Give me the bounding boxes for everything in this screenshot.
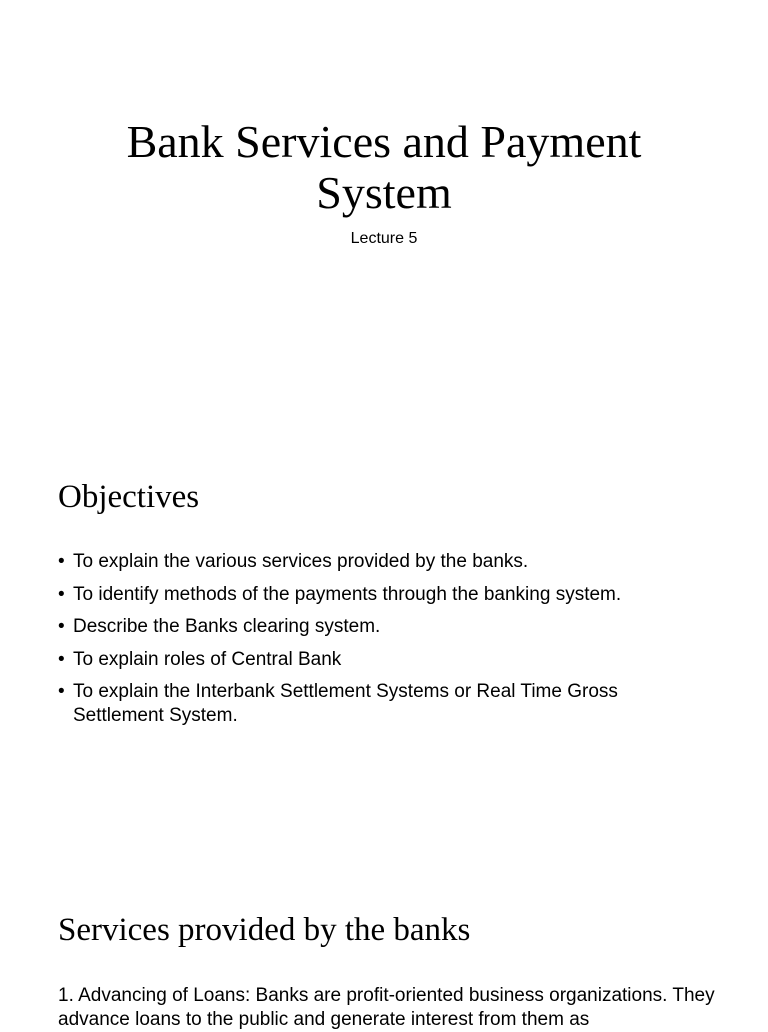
objectives-slide: [0, 432, 768, 864]
objective-text: To explain the various services provided by the banks.: [73, 551, 529, 572]
objectives-heading: Objectives: [58, 479, 200, 515]
objective-text: To identify methods of the payments through the banking system.: [73, 583, 622, 605]
bullet-icon: •: [58, 583, 65, 605]
objective-item: [58, 680, 708, 728]
objective-item: [58, 583, 708, 607]
objective-text: To explain the Interbank Settlement Systems or Real Time Gross Settlement System.: [73, 681, 618, 726]
title-slide: [0, 0, 768, 432]
objective-item: [58, 648, 708, 672]
bullet-icon: •: [58, 681, 65, 702]
services-slide: [0, 864, 768, 1030]
objectives-list: [58, 550, 708, 737]
objective-text: Describe the Banks clearing system.: [73, 616, 381, 637]
objective-text: To explain roles of Central Bank: [73, 648, 342, 670]
presentation-title: Bank Services and Payment System: [126, 116, 642, 218]
objective-item: [58, 550, 708, 574]
objective-item: [58, 615, 708, 639]
services-heading: Services provided by the banks: [58, 912, 471, 948]
lecture-subtitle: Lecture 5: [350, 230, 418, 247]
bullet-icon: •: [58, 648, 65, 670]
bullet-icon: •: [58, 551, 65, 572]
bullet-icon: •: [58, 616, 65, 637]
services-paragraph: 1. Advancing of Loans: Banks are profit-oriented business organizations. They advance loans to the public and generate interest from them as: [58, 985, 715, 1030]
